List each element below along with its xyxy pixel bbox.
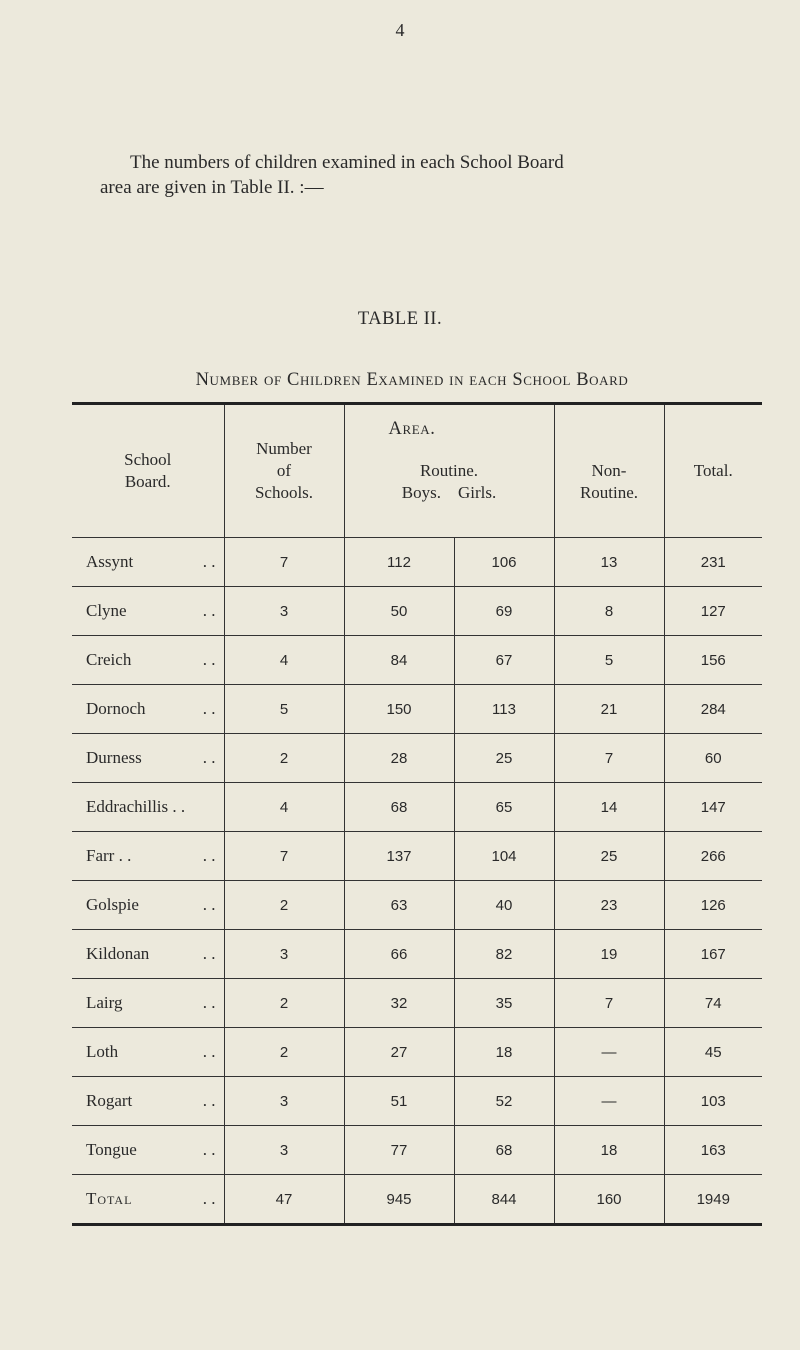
cell-boys: 150 xyxy=(344,685,454,734)
school-board-name: Assynt xyxy=(86,552,134,571)
cell-school-board xyxy=(72,1077,224,1126)
cell-girls: 106 xyxy=(454,538,554,587)
cell-schools: 7 xyxy=(224,832,344,881)
cell-total: 74 xyxy=(664,979,762,1028)
school-board-name: Total xyxy=(86,1189,133,1208)
cell-boys: 28 xyxy=(344,734,454,783)
table-row xyxy=(72,636,762,685)
cell-school-board xyxy=(72,636,224,685)
school-board-name: Rogart xyxy=(86,1091,133,1110)
cell-total: 163 xyxy=(664,1126,762,1175)
table-row xyxy=(72,783,762,832)
school-board-name: Eddrachillis . . xyxy=(86,797,186,816)
cell-boys: 945 xyxy=(344,1175,454,1225)
cell-girls: 18 xyxy=(454,1028,554,1077)
cell-boys: 32 xyxy=(344,979,454,1028)
table-row xyxy=(72,587,762,636)
school-board-name: Loth xyxy=(86,1042,119,1061)
cell-school-board xyxy=(72,930,224,979)
table-row xyxy=(72,538,762,587)
header-school-board-line-2: Board. xyxy=(124,472,171,491)
cell-boys: 137 xyxy=(344,832,454,881)
school-board-name: Creich xyxy=(86,650,132,669)
header-number-line-3: Schools. xyxy=(254,483,314,502)
cell-total: 284 xyxy=(664,685,762,734)
header-non-routine-line-1: Non- xyxy=(591,461,627,480)
cell-non-routine: 14 xyxy=(554,783,664,832)
cell-schools: 2 xyxy=(224,979,344,1028)
cell-schools: 3 xyxy=(224,1077,344,1126)
leader-dots: . . xyxy=(202,552,216,571)
table-title: TABLE II. xyxy=(357,309,443,329)
leader-dots: . . xyxy=(202,846,216,865)
cell-boys: 77 xyxy=(344,1126,454,1175)
school-board-name: Farr . . xyxy=(86,846,132,865)
cell-schools: 2 xyxy=(224,734,344,783)
cell-school-board xyxy=(72,685,224,734)
cell-girls: 68 xyxy=(454,1126,554,1175)
cell-total: 126 xyxy=(664,881,762,930)
cell-total: 167 xyxy=(664,930,762,979)
cell-schools: 3 xyxy=(224,930,344,979)
cell-total: 1949 xyxy=(664,1175,762,1225)
cell-school-board xyxy=(72,1175,224,1225)
header-total: Total. xyxy=(664,404,762,538)
cell-total: 156 xyxy=(664,636,762,685)
table-row xyxy=(72,881,762,930)
cell-school-board xyxy=(72,1028,224,1077)
cell-girls: 67 xyxy=(454,636,554,685)
cell-girls: 25 xyxy=(454,734,554,783)
header-boys: Boys. xyxy=(401,483,441,502)
cell-non-routine: 7 xyxy=(554,734,664,783)
header-row xyxy=(72,404,762,538)
cell-schools: 4 xyxy=(224,636,344,685)
header-number-of-schools xyxy=(224,404,344,538)
cell-schools: 7 xyxy=(224,538,344,587)
leader-dots: . . xyxy=(202,1091,216,1110)
total-row xyxy=(72,1175,762,1225)
cell-non-routine: 5 xyxy=(554,636,664,685)
cell-non-routine: 21 xyxy=(554,685,664,734)
intro-line-1: The numbers of children examined in each School Board xyxy=(130,152,564,173)
cell-boys: 84 xyxy=(344,636,454,685)
header-school-board xyxy=(72,404,224,538)
cell-girls: 82 xyxy=(454,930,554,979)
cell-non-routine: 7 xyxy=(554,979,664,1028)
leader-dots: . . xyxy=(202,1042,216,1061)
school-board-name: Lairg xyxy=(86,993,123,1012)
cell-non-routine: 160 xyxy=(554,1175,664,1225)
cell-school-board xyxy=(72,783,224,832)
school-board-name: Clyne xyxy=(86,601,127,620)
header-routine-sub xyxy=(345,482,554,504)
cell-boys: 66 xyxy=(344,930,454,979)
table-row xyxy=(72,685,762,734)
cell-total: 147 xyxy=(664,783,762,832)
cell-school-board xyxy=(72,538,224,587)
school-board-name: Tongue xyxy=(86,1140,137,1159)
cell-school-board xyxy=(72,587,224,636)
cell-total: 103 xyxy=(664,1077,762,1126)
cell-school-board xyxy=(72,881,224,930)
table-row xyxy=(72,930,762,979)
cell-total: 266 xyxy=(664,832,762,881)
header-non-routine xyxy=(554,404,664,538)
cell-girls: 52 xyxy=(454,1077,554,1126)
leader-dots: . . xyxy=(202,699,216,718)
cell-non-routine: — xyxy=(554,1077,664,1126)
table-row xyxy=(72,979,762,1028)
cell-total: 60 xyxy=(664,734,762,783)
school-board-name: Dornoch xyxy=(86,699,146,718)
table-caption-line-1: Number of Children Examined in each School Board xyxy=(195,370,629,390)
header-routine-label: Routine. xyxy=(419,461,479,480)
leader-dots: . . xyxy=(202,944,216,963)
cell-girls: 35 xyxy=(454,979,554,1028)
cell-non-routine: 8 xyxy=(554,587,664,636)
intro-line-2: area are given in Table II. :— xyxy=(100,177,324,198)
cell-girls: 40 xyxy=(454,881,554,930)
cell-school-board xyxy=(72,1126,224,1175)
cell-school-board xyxy=(72,832,224,881)
cell-boys: 63 xyxy=(344,881,454,930)
cell-boys: 27 xyxy=(344,1028,454,1077)
leader-dots: . . xyxy=(202,993,216,1012)
cell-boys: 68 xyxy=(344,783,454,832)
school-board-name: Kildonan xyxy=(86,944,150,963)
header-number-line-2: of xyxy=(276,461,292,480)
table-row xyxy=(72,734,762,783)
table-row xyxy=(72,1028,762,1077)
table-row xyxy=(72,1126,762,1175)
cell-girls: 844 xyxy=(454,1175,554,1225)
cell-girls: 113 xyxy=(454,685,554,734)
header-routine xyxy=(344,404,554,538)
page-number: 4 xyxy=(395,20,405,40)
cell-schools: 2 xyxy=(224,881,344,930)
cell-boys: 50 xyxy=(344,587,454,636)
leader-dots: . . xyxy=(202,601,216,620)
leader-dots: . . xyxy=(202,1140,216,1159)
leader-dots: . . xyxy=(202,1189,216,1208)
cell-non-routine: 25 xyxy=(554,832,664,881)
school-board-name: Golspie xyxy=(86,895,139,914)
cell-total: 231 xyxy=(664,538,762,587)
cell-boys: 51 xyxy=(344,1077,454,1126)
intro-paragraph xyxy=(100,150,740,200)
cell-schools: 2 xyxy=(224,1028,344,1077)
cell-school-board xyxy=(72,734,224,783)
leader-dots: . . xyxy=(202,650,216,669)
cell-schools: 3 xyxy=(224,587,344,636)
cell-non-routine: — xyxy=(554,1028,664,1077)
cell-non-routine: 19 xyxy=(554,930,664,979)
cell-total: 127 xyxy=(664,587,762,636)
header-number-line-1: Number xyxy=(256,439,312,458)
cell-total: 45 xyxy=(664,1028,762,1077)
header-girls: Girls. xyxy=(457,483,497,502)
cell-non-routine: 13 xyxy=(554,538,664,587)
table-row xyxy=(72,1077,762,1126)
cell-girls: 104 xyxy=(454,832,554,881)
table-row xyxy=(72,832,762,881)
school-board-name: Durness xyxy=(86,748,142,767)
cell-schools: 5 xyxy=(224,685,344,734)
cell-girls: 65 xyxy=(454,783,554,832)
leader-dots: . . xyxy=(202,748,216,767)
header-school-board-line-1: School xyxy=(124,450,172,469)
data-table xyxy=(72,402,762,1226)
cell-non-routine: 18 xyxy=(554,1126,664,1175)
cell-boys: 112 xyxy=(344,538,454,587)
cell-schools: 4 xyxy=(224,783,344,832)
cell-girls: 69 xyxy=(454,587,554,636)
cell-schools: 47 xyxy=(224,1175,344,1225)
header-non-routine-line-2: Routine. xyxy=(579,483,639,502)
table-caption-line-2: Area. xyxy=(388,419,436,439)
leader-dots: . . xyxy=(202,895,216,914)
cell-school-board xyxy=(72,979,224,1028)
cell-schools: 3 xyxy=(224,1126,344,1175)
cell-non-routine: 23 xyxy=(554,881,664,930)
